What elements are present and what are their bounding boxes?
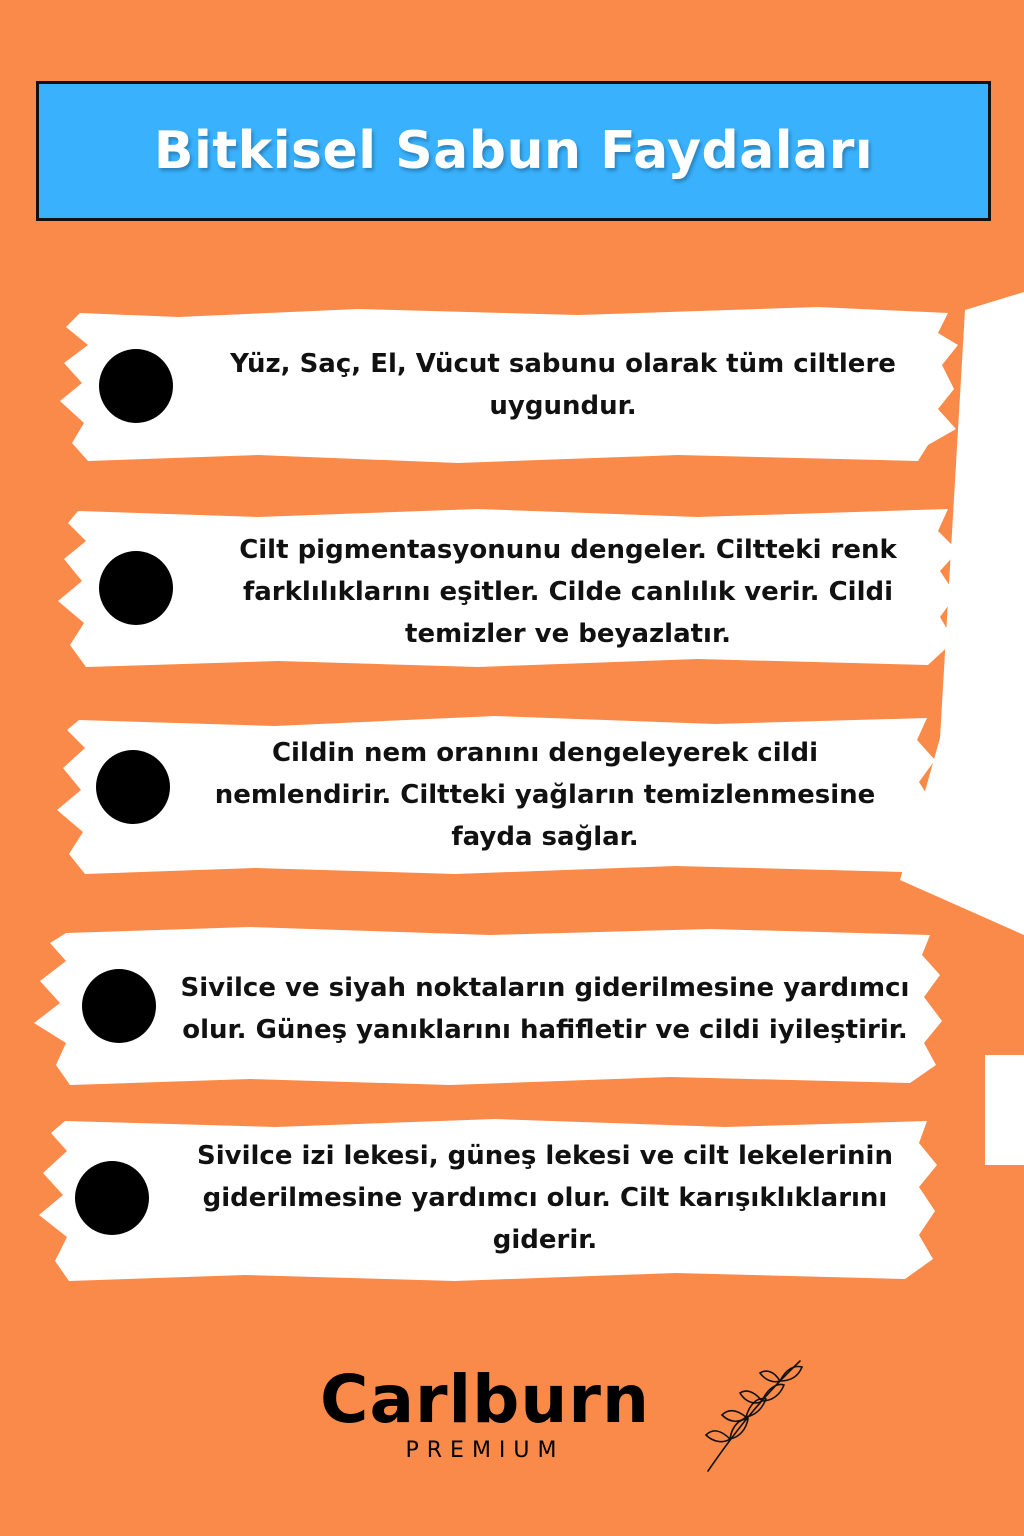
bullet-dot	[99, 349, 173, 423]
benefit-text: Cildin nem oranını dengeleyerek cildi nemlendirir. Ciltteki yağların temizlenmesine fayda sağlar.	[214, 738, 876, 852]
title-banner	[36, 81, 991, 221]
benefit-item-5	[35, 1115, 940, 1283]
brand-logo	[310, 1362, 660, 1463]
benefit-item-3	[55, 712, 935, 877]
benefit-text: Sivilce izi lekesi, güneş lekesi ve cilt lekelerinin giderilmesine yardımcı olur. Cilt karışıklıklarını giderir.	[197, 1141, 893, 1255]
brand-tagline: PREMIUM	[405, 1438, 565, 1463]
bullet-dot	[82, 969, 156, 1043]
page-title: Bitkisel Sabun Faydaları	[153, 121, 874, 181]
bullet-dot	[96, 750, 170, 824]
benefit-item-4	[30, 925, 945, 1087]
brand-name: Carlburn	[320, 1361, 650, 1438]
benefit-text: Cilt pigmentasyonunu dengeler. Ciltteki renk farklılıklarını eşitler. Cilde canlılık verir. Cildi temizler ve beyazlatır.	[239, 535, 897, 649]
benefit-item-1	[58, 305, 958, 465]
leaf-sprig-icon	[700, 1355, 810, 1475]
bullet-dot	[75, 1161, 149, 1235]
benefit-text: Yüz, Saç, El, Vücut sabunu olarak tüm ciltlere uygundur.	[230, 349, 896, 421]
benefit-text: Sivilce ve siyah noktaların giderilmesine yardımcı olur. Güneş yanıklarını hafifletir ve cildi iyileştirir.	[180, 973, 910, 1045]
benefit-item-2	[58, 505, 958, 670]
bullet-dot	[99, 551, 173, 625]
